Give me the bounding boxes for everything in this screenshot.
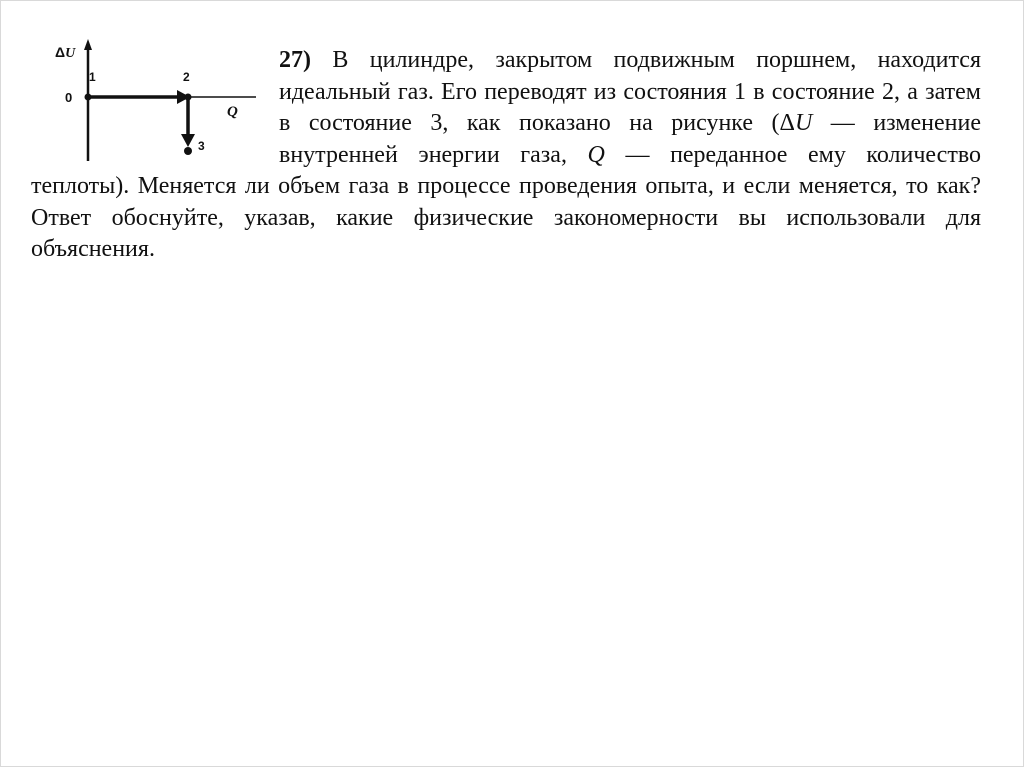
problem-number: 27) bbox=[279, 47, 311, 73]
variable-u: U bbox=[794, 110, 813, 136]
origin-label: 0 bbox=[65, 90, 73, 105]
problem-text-part-2: — изменение внутренней энергии газа, bbox=[279, 110, 981, 168]
problem-text-part-1: В цилиндре, закрытом подвижным поршнем, находится идеальный газ. Его переводят из состояния 1 в состояние 2, а затем в состояние 3, как показано на рисунке (Δ bbox=[279, 47, 981, 136]
y-axis-label: ΔU bbox=[55, 44, 76, 61]
point-3-label: 3 bbox=[198, 139, 205, 153]
point-1-label: 1 bbox=[89, 70, 96, 84]
variable-q: Q bbox=[587, 141, 605, 168]
diagram-spacer bbox=[31, 45, 279, 165]
problem-text bbox=[31, 45, 981, 266]
point-2-label: 2 bbox=[183, 70, 190, 84]
problem-text-part-3: — переданное ему количество теплоты). Меняется ли объем газа в процессе проведения опыта, и если меняется, то как? Ответ обоснуйте, указав, какие физические закономерности вы использовали для объяснения. bbox=[31, 141, 981, 262]
x-axis-label: Q bbox=[227, 104, 238, 120]
